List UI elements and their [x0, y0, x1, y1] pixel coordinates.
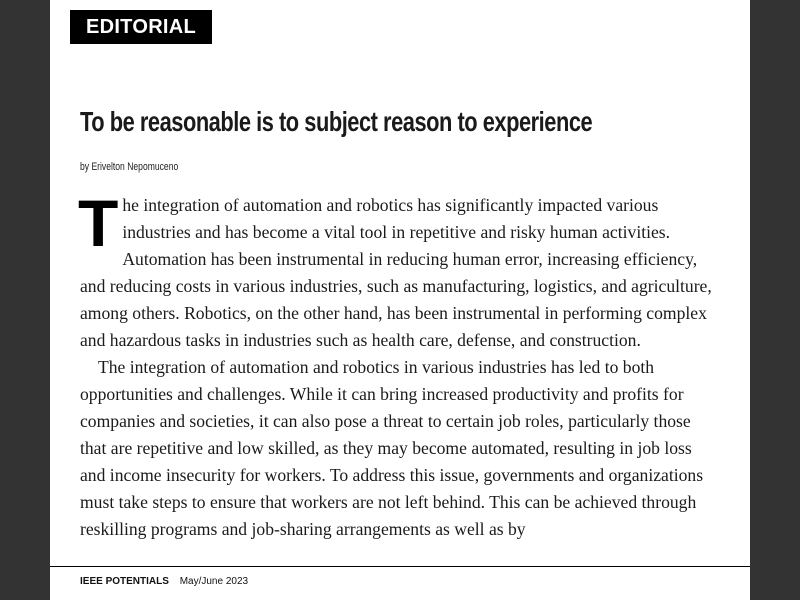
page-footer — [80, 576, 248, 587]
document-page — [50, 0, 750, 600]
footer-publication: IEEE POTENTIALS — [80, 576, 169, 587]
drop-cap: T — [78, 186, 119, 260]
article-byline: by Erivelton Nepomuceno — [80, 161, 179, 173]
article-body — [78, 186, 720, 543]
paragraph-1-text: he integration of automation and robotics has significantly impacted various industries and has become a vital tool in repetitive and risky human activities. Automation has been instrumental in reducing human error, increasing efficiency, and reducing costs in various industries, such as manufacturing, logistics, and agriculture, among others. Robotics, on the other hand, has been instrumental in performing complex and hazardous tasks in industries such as health care, defense, and construction. — [80, 195, 712, 350]
paragraph-1 — [78, 186, 720, 354]
paragraph-2: The integration of automation and robotics in various industries has led to both opportunities and challenges. While it can bring increased productivity and profits for companies and societies, it can also pose a threat to certain job roles, particularly those that are repetitive and low skilled, as they may become automated, resulting in job loss and income insecurity for workers. To address this issue, governments and organizations must take steps to ensure that workers are not left behind. This can be achieved through reskilling programs and job-sharing arrangements as well as by — [80, 357, 704, 539]
footer-divider — [50, 566, 750, 567]
article-title: To be reasonable is to subject reason to experience — [80, 106, 593, 137]
footer-issue: May/June 2023 — [179, 576, 249, 587]
section-tag-editorial: EDITORIAL — [70, 10, 212, 44]
